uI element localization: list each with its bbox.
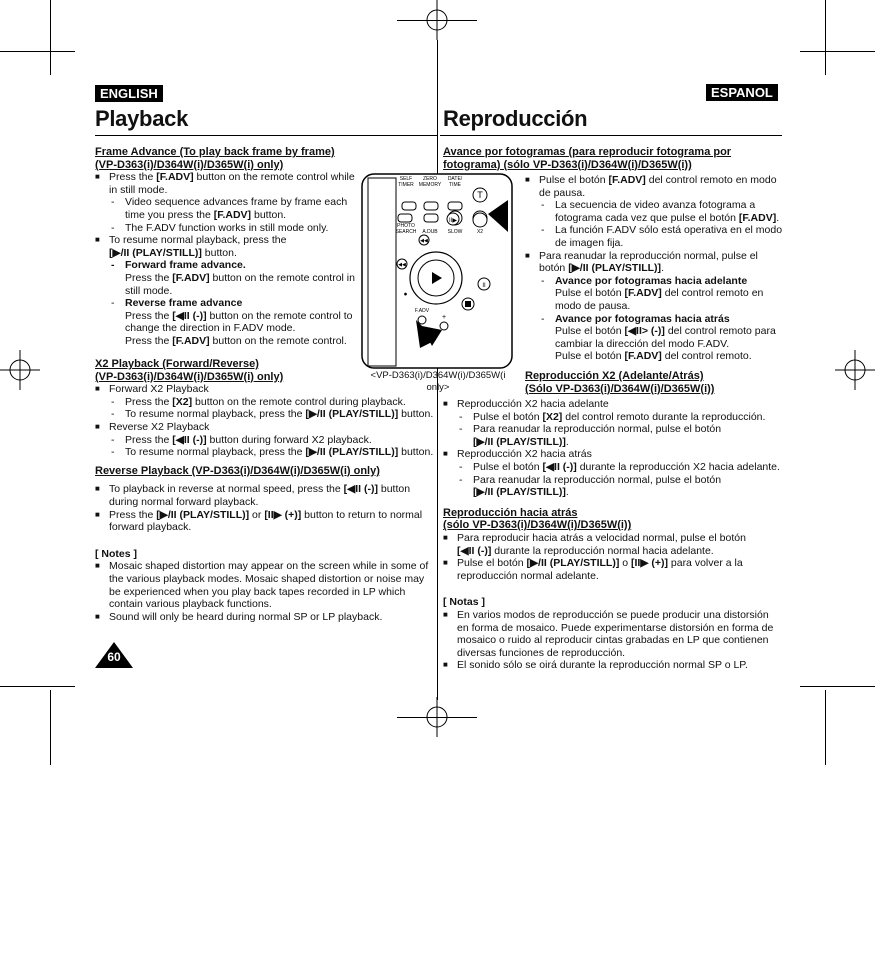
bullet-item: ■ Pulse el botón [F.ADV] del control remoto en modo de pausa. xyxy=(525,174,783,199)
section-heading: (VP-D363(i)/D364W(i)/D365W(i) only) xyxy=(95,370,284,383)
registration-mark-icon xyxy=(0,350,40,390)
dash-item: - La función F.ADV sólo está operativa en el modo de imagen fija. xyxy=(525,224,783,249)
bullet-item: ■ Para reproducir hacia atrás a velocidad normal, pulse el botón [◀II (-)] durante la reproducción normal hacia adelante. xyxy=(443,532,783,557)
crop-mark xyxy=(800,686,875,687)
page-title-es: Reproducción xyxy=(443,106,588,131)
section-heading: Reproducción hacia atrás xyxy=(443,506,578,519)
section-heading: (VP-D363(i)/D364W(i)/D365W(i) only) xyxy=(95,158,284,171)
dash-item: - Para reanudar la reproducción normal, pulse el botón [▶/II (PLAY/STILL)]. xyxy=(443,474,783,499)
btn-x2-label: X2 xyxy=(476,229,484,235)
btn-a-dub-label: A.DUB xyxy=(422,229,438,235)
note-item: ■ El sonido sólo se oirá durante la reproducción normal SP o LP. xyxy=(443,659,783,672)
dash-item: - Para reanudar la reproducción normal, pulse el botón [▶/II (PLAY/STILL)]. xyxy=(443,423,783,448)
btn-photo-search-label: PHOTO xyxy=(397,223,415,229)
indented-text: Press the [◀II (-)] button on the remote control to change the direction in F.ADV mode. xyxy=(125,309,353,335)
bullet-item: ■ To playback in reverse at normal speed, press the [◀II (-)] button during normal forward playback. xyxy=(95,483,435,508)
crop-mark xyxy=(800,51,875,52)
remote-caption: <VP-D363(i)/D364W(i)/D365W(i only> xyxy=(370,370,506,393)
svg-text:T: T xyxy=(477,190,483,200)
svg-text:◀◀: ◀◀ xyxy=(420,238,428,244)
crop-mark xyxy=(0,51,75,52)
section-heading: (sólo VP-D363(i)/D364W(i)/D365W(i)) xyxy=(443,519,632,532)
svg-text:SEARCH: SEARCH xyxy=(395,229,417,235)
espanol-x2-section xyxy=(443,398,783,672)
dash-item: - Avance por fotogramas hacia adelante xyxy=(525,275,783,288)
svg-text:II: II xyxy=(482,283,486,289)
btn-self-timer-label: SELF xyxy=(399,176,413,182)
svg-text:MEMORY: MEMORY xyxy=(418,182,442,188)
bullet-item: ■ Pulse el botón [▶/II (PLAY/STILL)] o [II▶ (+)] para volver a la reproducción normal adelante. xyxy=(443,557,783,582)
espanol-tag: ESPANOL xyxy=(706,84,778,101)
section-heading: (Sólo VP-D363(i)/D364W(i)/D365W(i)) xyxy=(525,382,715,395)
section-heading: X2 Playback (Forward/Reverse) xyxy=(95,358,259,370)
section-heading: Reverse Playback (VP-D363(i)/D364W(i)/D365W(i) only) xyxy=(95,464,380,477)
registration-mark-icon xyxy=(835,350,875,390)
section-heading: Frame Advance (To play back frame by frame) xyxy=(95,146,335,158)
english-frame-advance-section xyxy=(95,146,357,348)
espanol-frame-advance-section xyxy=(443,146,783,171)
svg-text:II▶: II▶ xyxy=(449,218,457,224)
english-x2-section xyxy=(95,358,435,623)
dash-item: - Forward frame advance. xyxy=(95,259,357,272)
svg-text:TIME: TIME xyxy=(449,182,461,188)
crop-mark xyxy=(825,690,826,765)
indented-text: Press the [F.ADV] button on the remote control in still mode. xyxy=(125,271,355,297)
svg-text:◀◀: ◀◀ xyxy=(398,262,406,268)
dash-item: - Reverse frame advance xyxy=(95,297,357,310)
remote-control-illustration xyxy=(360,172,516,370)
note-item: ■ Mosaic shaped distortion may appear on the screen while in some of the various playback modes. Mosaic shaped distortion or noise may be experienced when you play back tapes recorded in LP which contain various playback functions. xyxy=(95,560,435,610)
crop-mark xyxy=(0,686,75,687)
indented-text: Pulse el botón [F.ADV] del control remoto en modo de pausa. xyxy=(555,287,764,312)
dash-item: - Press the [X2] button on the remote control during playback. xyxy=(95,396,435,409)
dash-item: - To resume normal playback, press the [▶/II (PLAY/STILL)] button. xyxy=(95,408,435,421)
notes-heading: [ Notes ] xyxy=(95,547,137,560)
crop-mark xyxy=(50,690,51,765)
bullet-item: ■ To resume normal playback, press the [▶/II (PLAY/STILL)] button. xyxy=(95,234,357,259)
title-rule-en xyxy=(95,135,437,136)
dash-item: - Pulse el botón [X2] del control remoto durante la reproducción. xyxy=(443,411,783,424)
dash-item: - To resume normal playback, press the [▶/II (PLAY/STILL)] button. xyxy=(95,446,435,459)
registration-mark-icon xyxy=(417,0,457,40)
section-heading: Avance por fotogramas (para reproducir fotograma por xyxy=(443,146,732,158)
indented-text: Press the [F.ADV] button on the remote control. xyxy=(125,334,347,347)
bullet-item: ■ Reverse X2 Playback xyxy=(95,421,435,434)
dash-item: - Pulse el botón [◀II (-)] durante la reproducción X2 hacia adelante. xyxy=(443,461,783,474)
section-heading: fotograma) (sólo VP-D363(i)/D364W(i)/D365W(i)) xyxy=(443,158,692,171)
dash-item: - Avance por fotogramas hacia atrás xyxy=(525,313,783,326)
btn-fadv-label: F.ADV xyxy=(414,308,430,314)
note-item: ■ En varios modos de reproducción se puede producir una distorsión en forma de mosaico. Puede experimentarse distorsión en forma de mosaico o ruido al reproducir cintas grabadas en LP que contienen diversas funciones de reproducción. xyxy=(443,609,783,659)
notes-heading: [ Notas ] xyxy=(443,596,485,609)
bullet-item: ■ Press the [F.ADV] button on the remote control while in still mode. xyxy=(95,171,357,196)
crop-mark xyxy=(50,0,51,75)
english-tag: ENGLISH xyxy=(95,85,163,102)
dash-item: - The F.ADV function works in still mode only. xyxy=(95,222,357,235)
espanol-frame-advance-body xyxy=(525,174,783,363)
bullet-item: ■ Forward X2 Playback xyxy=(95,383,435,396)
bullet-item: ■ Para reanudar la reproducción normal, pulse el botón [▶/II (PLAY/STILL)]. xyxy=(525,250,783,275)
indented-text: Pulse el botón [F.ADV] del control remoto. xyxy=(555,350,752,363)
bullet-item: ■ Reproducción X2 hacia adelante xyxy=(443,398,783,411)
bullet-item: ■ Reproducción X2 hacia atrás xyxy=(443,448,783,461)
section-heading: Reproducción X2 (Adelante/Atrás) xyxy=(525,370,704,382)
crop-mark xyxy=(825,0,826,75)
indented-text: Pulse el botón [◀II> (-)] del control remoto para cambiar la dirección del modo F.ADV. xyxy=(555,325,776,350)
btn-slow-label: SLOW xyxy=(447,229,463,235)
dash-item: - Video sequence advances frame by frame each time you press the [F.ADV] button. xyxy=(95,196,357,221)
note-item: ■ Sound will only be heard during normal SP or LP playback. xyxy=(95,611,435,624)
page-title-en: Playback xyxy=(95,106,189,131)
svg-text:⏺: ⏺ xyxy=(404,292,408,298)
btn-zero-memory-label: ZERO xyxy=(423,176,437,182)
registration-mark-icon xyxy=(417,697,457,737)
page-number: 60 xyxy=(107,650,121,664)
btn-date-time-label: DATE/ xyxy=(447,176,463,182)
dash-item: - Press the [◀II (-)] button during forward X2 playback. xyxy=(95,434,435,447)
svg-text:+: + xyxy=(441,314,447,321)
bullet-item: ■ Press the [▶/II (PLAY/STILL)] or [II▶ (+)] button to return to normal forward playback. xyxy=(95,509,435,534)
svg-text:TIMER: TIMER xyxy=(398,182,414,188)
title-rule-es xyxy=(440,135,782,136)
espanol-x2-heading xyxy=(525,370,783,395)
dash-item: - La secuencia de video avanza fotograma a fotograma cada vez que pulse el botón [F.ADV]. xyxy=(525,199,783,224)
